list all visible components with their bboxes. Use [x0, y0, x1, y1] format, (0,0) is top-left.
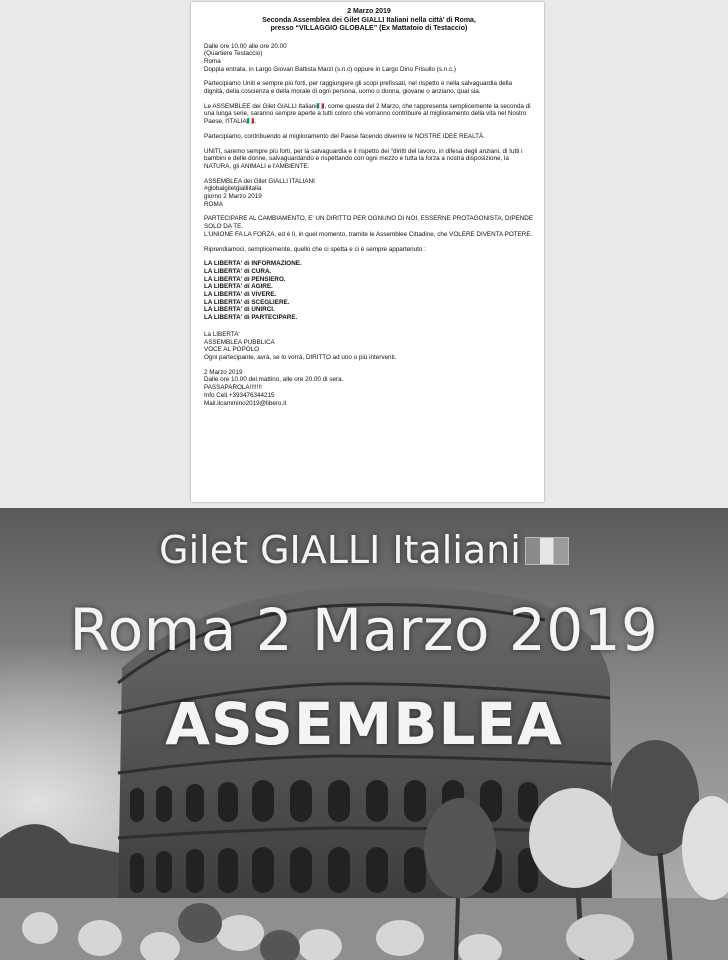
- signature-city: ROMA: [204, 200, 223, 208]
- venue-block: [204, 43, 534, 74]
- paragraph-united: UNITI, saremo sempre più forti, per la salvaguardia e il rispetto dei “diritti del lavoro, in difesa degli anziani, di tutti i bambini e delle donne, salvaguardando e rispettando con ogni mezzo e tutta la forza a nostra disposizione, la NATURA, gli ANIMALI e l'AMBIENTE.: [204, 147, 523, 170]
- closing-voice: VOCE AL POPOLO: [204, 346, 260, 354]
- liberta-item: LA LIBERTA' di AGIRE.: [204, 283, 273, 291]
- paragraph-participate: Partecipiamo Uniti e sempre più forti, per raggiungere gli scopi prefissati, nel rispetto e nella salvaguardia della dignità, della coscienza e della morale di ogni persona, uomo o donna, giovane o anziano, qual sia.: [204, 80, 513, 96]
- italian-flag-icon: [525, 537, 569, 565]
- venue-entrances: Doppia entrata, in Largo Giovan Battista Marzi (s.n.c) oppure in Largo Dino Frisullo (s.n.c.): [204, 65, 456, 73]
- signature-assembly: ASSEMBLEA dei Gilet GIALLI ITALIANI: [204, 177, 315, 185]
- paragraph-change: [204, 215, 534, 238]
- header-venue: presso “VILLAGGIO GLOBALE” (Ex Mattatoio di Testaccio): [270, 25, 468, 32]
- poster-headline: ASSEMBLEA: [165, 690, 563, 758]
- liberta-item: LA LIBERTA' di PARTECIPARE.: [204, 314, 298, 322]
- footer-hours: Dalle ore 10.00 del mattino, alle ore 20.00 di sera.: [204, 376, 344, 384]
- liberta-item: LA LIBERTA' di VIVERE.: [204, 291, 277, 299]
- venue-city: Roma: [204, 57, 221, 65]
- closing-public: ASSEMBLEA PUBBLICA: [204, 338, 275, 346]
- liberta-item: LA LIBERTA' di SCEGLIERE.: [204, 298, 290, 306]
- footer-phone: Info Cell.+393476344215: [204, 391, 275, 399]
- event-poster: [0, 508, 728, 960]
- document-header: [204, 8, 534, 34]
- union-strength: L'UNIONE FA LA FORZA, ed è lì, in quel momento, tramite le Assemblee Cittadine, che VOLERE DIVENTA POTERE.: [204, 230, 533, 238]
- signature-hashtag: #globalgiletgialliitalia: [204, 185, 262, 193]
- closing-block: [204, 331, 534, 362]
- liberta-item: LA LIBERTA' di CURA.: [204, 267, 272, 275]
- flyer-document: [191, 2, 544, 502]
- signature-date: giorno 2 Marzo 2019: [204, 193, 262, 201]
- footer-block: [204, 369, 534, 408]
- closing-rights: Ogni partecipante, avrà, se lo vorrà, DIRITTO ad uno o più interventi.: [204, 354, 397, 361]
- header-date: 2 Marzo 2019: [347, 8, 391, 15]
- poster-subtitle-text: Gilet GIALLI Italiani: [159, 528, 521, 572]
- paragraph-assemblies: Le ASSEMBLEE dei Gilet GIALLI Italiani🇮🇹, come questa del 2 Marzo, che rappresenta semplicemente la seconda di una lunga serie, saranno sempre aperte a tutti coloro che vorranno contribuire al miglioramento della vita nel Nostro Paese, l'ITALIA🇮🇹.: [204, 102, 531, 126]
- poster-title: Roma 2 Marzo 2019: [69, 596, 659, 664]
- footer-passaparola: PASSAPAROLA!!!!!!!: [204, 384, 262, 392]
- change-right: PARTECIPARE AL CAMBIAMENTO, E' UN DIRITTO PER OGNUNO DI NOI, ESSERNE PROTAGONISTA, DIPENDE SOLO DA TE.: [204, 215, 534, 231]
- liberta-item: LA LIBERTA' di INFORMAZIONE.: [204, 260, 302, 268]
- venue-quarter: (Quartiere Testaccio): [204, 50, 263, 58]
- signature-block: [204, 178, 534, 209]
- poster-subtitle: [0, 528, 728, 572]
- footer-date: 2 Marzo 2019: [204, 368, 243, 376]
- liberta-list: [204, 260, 534, 322]
- closing-liberta: La LIBERTA': [204, 330, 240, 338]
- footer-email: Mail.ilcammino2019@libero.it: [204, 399, 287, 407]
- venue-hours: Dalle ore 10.00 alle ore 20.00: [204, 42, 287, 50]
- paragraph-contribute: Partecipiamo, contribuendo al miglioramento del Paese facendo divenire le NOSTRE IDEE REALTÀ.: [204, 132, 485, 140]
- header-title: Seconda Assemblea dei Gilet GIALLI Italiani nella città' di Roma,: [262, 16, 476, 24]
- liberta-item: LA LIBERTA' di UNIRCI.: [204, 306, 275, 314]
- liberta-item: LA LIBERTA' di PENSIERO.: [204, 275, 286, 283]
- paragraph-reclaim: Riprendiamoci, semplicemente, quello che ci spetta e ci è sempre appartenuto :: [204, 245, 426, 253]
